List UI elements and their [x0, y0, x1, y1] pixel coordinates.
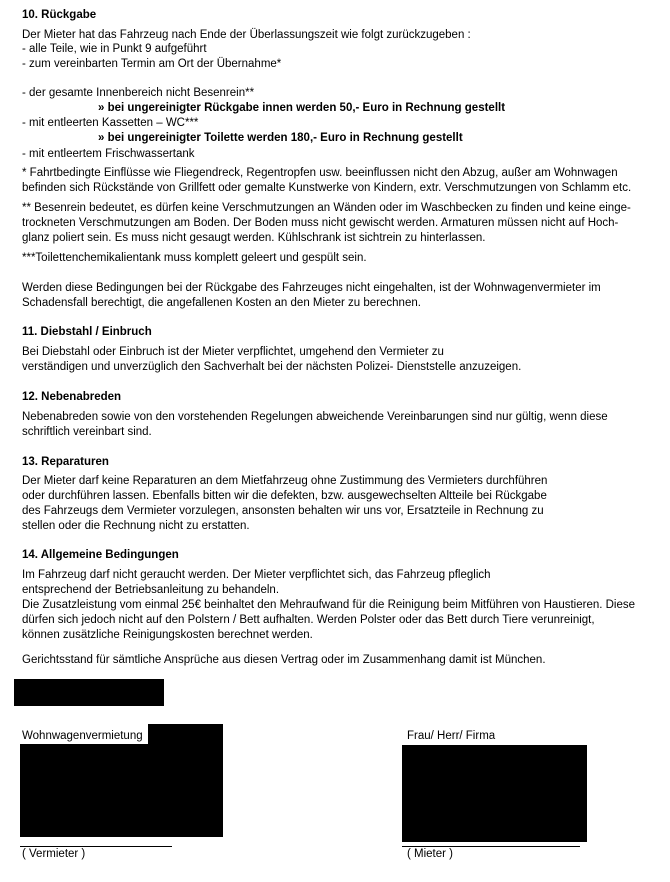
- section-13-text: oder durchführen lassen. Ebenfalls bitten wir die defekten, bzw. ausgewechselten Altteile bei Rückgabe: [22, 490, 547, 502]
- section-13-text: Der Mieter darf keine Reparaturen an dem Mietfahrzeug ohne Zustimmung des Vermieters durchführen: [22, 475, 548, 487]
- footnote-3: ***Toilettenchemikalientank muss komplett geleert und gespült sein.: [22, 252, 367, 264]
- footnote-2: trockneten Verschmutzungen am Boden. Der Boden muss nicht gewischt werden. Armaturen müssen nicht auf Hoch-: [22, 217, 619, 229]
- section-13-text: des Fahrzeugs dem Vermieter vorzulegen, ansonsten behalten wir uns vor, Ersatzteile in Rechnung zu: [22, 505, 544, 517]
- tenant-header: Frau/ Herr/ Firma: [407, 730, 496, 742]
- section-14-heading: 14. Allgemeine Bedingungen: [22, 549, 179, 561]
- footnote-2: ** Besenrein bedeutet, es dürfen keine Verschmutzungen an Wänden oder im Waschbecken zu finden und keine einge-: [22, 202, 631, 214]
- section-10-heading: 10. Rückgabe: [22, 9, 97, 21]
- toilet-fee-note: » bei ungereinigter Toilette werden 180,- Euro in Rechnung gestellt: [98, 132, 463, 144]
- section-14-text: entsprechend der Betriebsanleitung zu behandeln.: [22, 584, 280, 596]
- section-13-heading: 13. Reparaturen: [22, 456, 109, 468]
- section-10-intro: Der Mieter hat das Fahrzeug nach Ende der Überlassungszeit wie folgt zurückzugeben :: [22, 29, 471, 41]
- footnote-1: befinden sich Rückstände von Grillfett oder gemalte Kunstwerke von Kindern, extr. Verschmutzungen von Schlamm etc.: [22, 182, 632, 194]
- section-10-closing: Werden diese Bedingungen bei der Rückgabe des Fahrzeuges nicht eingehalten, ist der Wohnwagenvermieter im: [22, 282, 601, 294]
- return-item: - mit entleerten Kassetten – WC***: [22, 117, 199, 129]
- section-12-heading: 12. Nebenabreden: [22, 391, 122, 403]
- return-item: - mit entleertem Frischwassertank: [22, 148, 195, 160]
- return-item: - zum vereinbarten Termin am Ort der Übernahme*: [22, 58, 282, 70]
- jurisdiction-clause: Gerichtsstand für sämtliche Ansprüche aus diesen Vertrag oder im Zusammenhang damit ist München.: [22, 654, 546, 666]
- footnote-2: glanz poliert sein. Es muss nicht gesaugt werden. Kühlschrank ist sichtrein zu hinterlassen.: [22, 232, 486, 244]
- landlord-company: Wohnwagenvermietung: [22, 730, 143, 742]
- tenant-label: ( Mieter ): [407, 848, 453, 860]
- redacted-block: [14, 679, 164, 706]
- section-10-closing: Schadensfall berechtigt, die angefallenen Kosten an den Mieter zu berechnen.: [22, 297, 421, 309]
- section-12-text: Nebenabreden sowie von den vorstehenden Regelungen abweichende Vereinbarungen sind nur gültig, wenn diese: [22, 411, 608, 423]
- return-item: - alle Teile, wie in Punkt 9 aufgeführt: [22, 43, 207, 55]
- cleaning-fee-note: » bei ungereinigter Rückgabe innen werden 50,- Euro in Rechnung gestellt: [98, 102, 506, 114]
- landlord-label: ( Vermieter ): [22, 848, 86, 860]
- section-11-text: Bei Diebstahl oder Einbruch ist der Mieter verpflichtet, umgehend den Vermieter zu: [22, 346, 444, 358]
- section-11-text: verständigen und unverzüglich den Sachverhalt bei der nächsten Polizei- Dienststelle anzuzeigen.: [22, 361, 522, 373]
- section-14-text: können zusätzliche Reinigungskosten berechnet werden.: [22, 629, 313, 641]
- section-11-heading: 11. Diebstahl / Einbruch: [22, 326, 152, 338]
- section-14-text: dürfen sich jedoch nicht auf den Polstern / Bett aufhalten. Werden Polster oder das Bett durch Tiere verunreinigt,: [22, 614, 595, 626]
- section-14-text: Im Fahrzeug darf nicht geraucht werden. Der Mieter verpflichtet sich, das Fahrzeug pfleglich: [22, 569, 491, 581]
- redacted-block: [148, 724, 223, 746]
- landlord-signature-redacted: [20, 744, 223, 837]
- section-13-text: stellen oder die Rechnung nicht zu erstatten.: [22, 520, 250, 532]
- section-12-text: schriftlich vereinbart sind.: [22, 426, 152, 438]
- footnote-1: * Fahrtbedingte Einflüsse wie Fliegendreck, Regentropfen usw. beeinflussen nicht den Abzug, außer am Wohnwagen: [22, 167, 618, 179]
- section-14-text: Die Zusatzleistung vom einmal 25€ beinhaltet den Mehraufwand für die Reinigung beim Mitführen von Haustieren. Diese: [22, 599, 636, 611]
- tenant-signature-redacted: [402, 745, 587, 842]
- return-item: - der gesamte Innenbereich nicht Besenrein**: [22, 87, 255, 99]
